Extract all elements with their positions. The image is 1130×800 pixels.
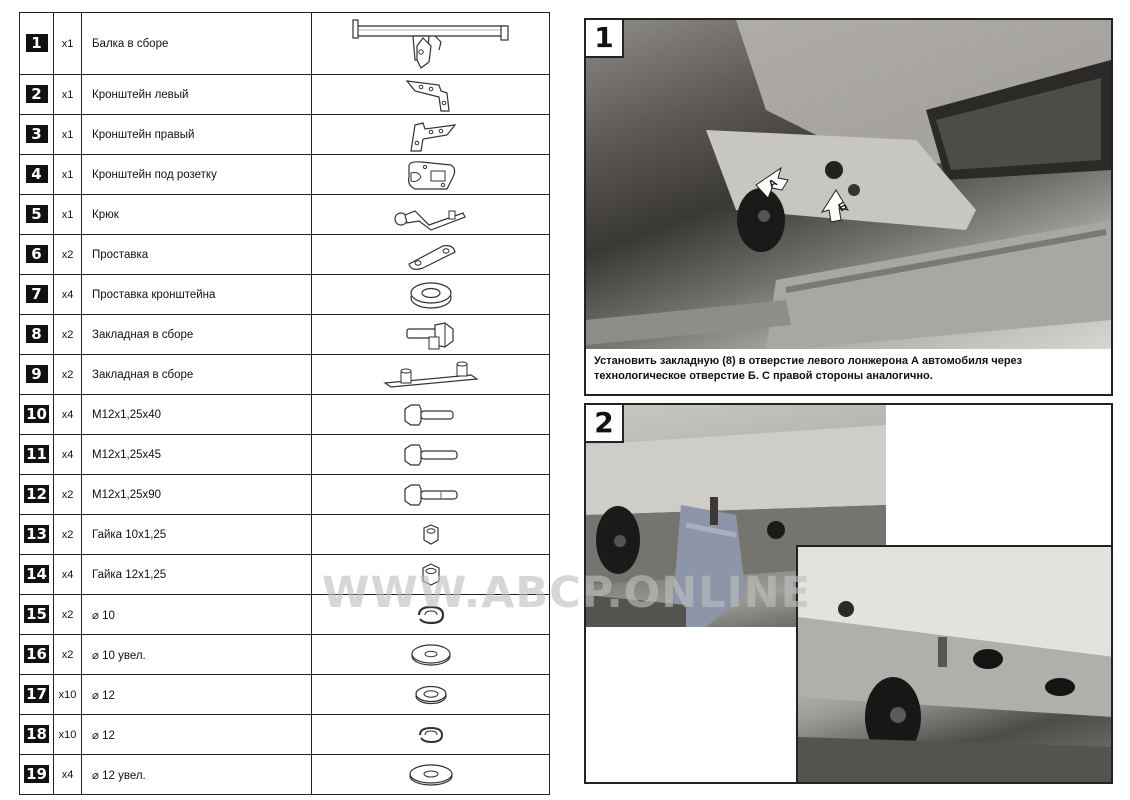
nut-icon <box>416 560 446 590</box>
part-name: Балка в сборе <box>82 13 312 75</box>
table-row <box>20 355 550 395</box>
step-1-panel <box>584 18 1113 396</box>
marker-a: А <box>766 176 780 192</box>
left-bracket-icon <box>401 77 461 113</box>
table-row <box>20 195 550 235</box>
spring-washer-icon <box>416 722 446 748</box>
part-name: Проставка <box>82 235 312 275</box>
parts-table <box>19 12 550 795</box>
part-number: 8 <box>26 325 48 343</box>
part-number: 17 <box>26 685 47 703</box>
part-number: 10 <box>26 405 47 423</box>
part-quantity: x4 <box>54 555 82 595</box>
part-quantity: x1 <box>54 13 82 75</box>
table-row <box>20 235 550 275</box>
part-number: 15 <box>26 605 47 623</box>
part-quantity: x1 <box>54 195 82 235</box>
part-quantity: x2 <box>54 315 82 355</box>
wide-washer-icon <box>407 761 455 789</box>
part-number: 4 <box>26 165 48 183</box>
part-quantity: x2 <box>54 235 82 275</box>
part-quantity: x10 <box>54 715 82 755</box>
step-1-caption: Установить закладную (8) в отверстие левого лонжерона А автомобиля через технологическое отверстие Б. С правой стороны аналогично. <box>594 355 1023 382</box>
part-number: 18 <box>26 725 47 743</box>
table-row <box>20 755 550 795</box>
step-2-photo-bottom <box>796 545 1113 784</box>
part-quantity: x2 <box>54 515 82 555</box>
step-2-panel <box>584 403 1113 784</box>
washer-icon <box>412 681 450 709</box>
part-quantity: x2 <box>54 355 82 395</box>
table-row <box>20 675 550 715</box>
part-number: 12 <box>26 485 47 503</box>
step-number: 2 <box>586 405 624 443</box>
right-bracket-icon <box>401 117 461 153</box>
hook-icon <box>391 197 471 233</box>
part-name: ⌀ 12 увел. <box>82 755 312 795</box>
part-number: 9 <box>26 365 48 383</box>
part-quantity: x1 <box>54 75 82 115</box>
table-row <box>20 315 550 355</box>
table-row <box>20 435 550 475</box>
part-number: 6 <box>26 245 48 263</box>
part-quantity: x2 <box>54 475 82 515</box>
table-row <box>20 13 550 75</box>
part-quantity: x2 <box>54 595 82 635</box>
table-row <box>20 275 550 315</box>
bolt-medium-icon <box>401 439 461 471</box>
step-number: 1 <box>586 20 624 58</box>
part-name: Кронштейн правый <box>82 115 312 155</box>
table-row <box>20 515 550 555</box>
table-row <box>20 715 550 755</box>
part-name: M12x1,25x90 <box>82 475 312 515</box>
part-quantity: x4 <box>54 435 82 475</box>
part-name: Кронштейн левый <box>82 75 312 115</box>
table-row <box>20 555 550 595</box>
part-quantity: x4 <box>54 395 82 435</box>
step-1-photo <box>586 20 1111 349</box>
table-row <box>20 155 550 195</box>
part-quantity: x10 <box>54 675 82 715</box>
part-number: 13 <box>26 525 47 543</box>
bolt-long-icon <box>401 479 461 511</box>
part-number: 5 <box>26 205 48 223</box>
part-name: Крюк <box>82 195 312 235</box>
part-name: ⌀ 10 увел. <box>82 635 312 675</box>
table-row <box>20 75 550 115</box>
part-number: 2 <box>26 85 48 103</box>
part-name: Закладная в сборе <box>82 315 312 355</box>
table-row <box>20 635 550 675</box>
part-name: Гайка 12x1,25 <box>82 555 312 595</box>
insert-plate-icon <box>381 359 481 391</box>
part-number: 11 <box>26 445 47 463</box>
spring-washer-icon <box>414 601 448 629</box>
nut-small-icon <box>416 520 446 550</box>
part-number: 7 <box>26 285 48 303</box>
part-quantity: x1 <box>54 155 82 195</box>
part-name: M12x1,25x45 <box>82 435 312 475</box>
part-quantity: x4 <box>54 755 82 795</box>
table-row <box>20 115 550 155</box>
table-row <box>20 475 550 515</box>
part-quantity: x1 <box>54 115 82 155</box>
part-name: ⌀ 10 <box>82 595 312 635</box>
part-number: 1 <box>26 34 48 52</box>
part-name: Гайка 10x1,25 <box>82 515 312 555</box>
beam-assembly-icon <box>351 16 511 72</box>
part-quantity: x4 <box>54 275 82 315</box>
table-row <box>20 595 550 635</box>
bracket-spacer-icon <box>406 278 456 312</box>
part-name: M12x1,25x40 <box>82 395 312 435</box>
spacer-plate-icon <box>401 238 461 272</box>
insert-bolt-icon <box>401 317 461 353</box>
part-name: Кронштейн под розетку <box>82 155 312 195</box>
part-number: 3 <box>26 125 48 143</box>
part-quantity: x2 <box>54 635 82 675</box>
part-number: 19 <box>26 765 47 783</box>
watermark: WWW.ABCP.ONLINE <box>322 568 811 618</box>
marker-b: Б <box>836 199 850 215</box>
part-name: Проставка кронштейна <box>82 275 312 315</box>
table-row <box>20 395 550 435</box>
part-name: ⌀ 12 <box>82 675 312 715</box>
part-number: 14 <box>26 565 47 583</box>
part-number: 16 <box>26 645 47 663</box>
part-name: Закладная в сборе <box>82 355 312 395</box>
bolt-short-icon <box>401 399 461 431</box>
wide-washer-icon <box>409 641 453 669</box>
socket-bracket-icon <box>401 157 461 193</box>
part-name: ⌀ 12 <box>82 715 312 755</box>
